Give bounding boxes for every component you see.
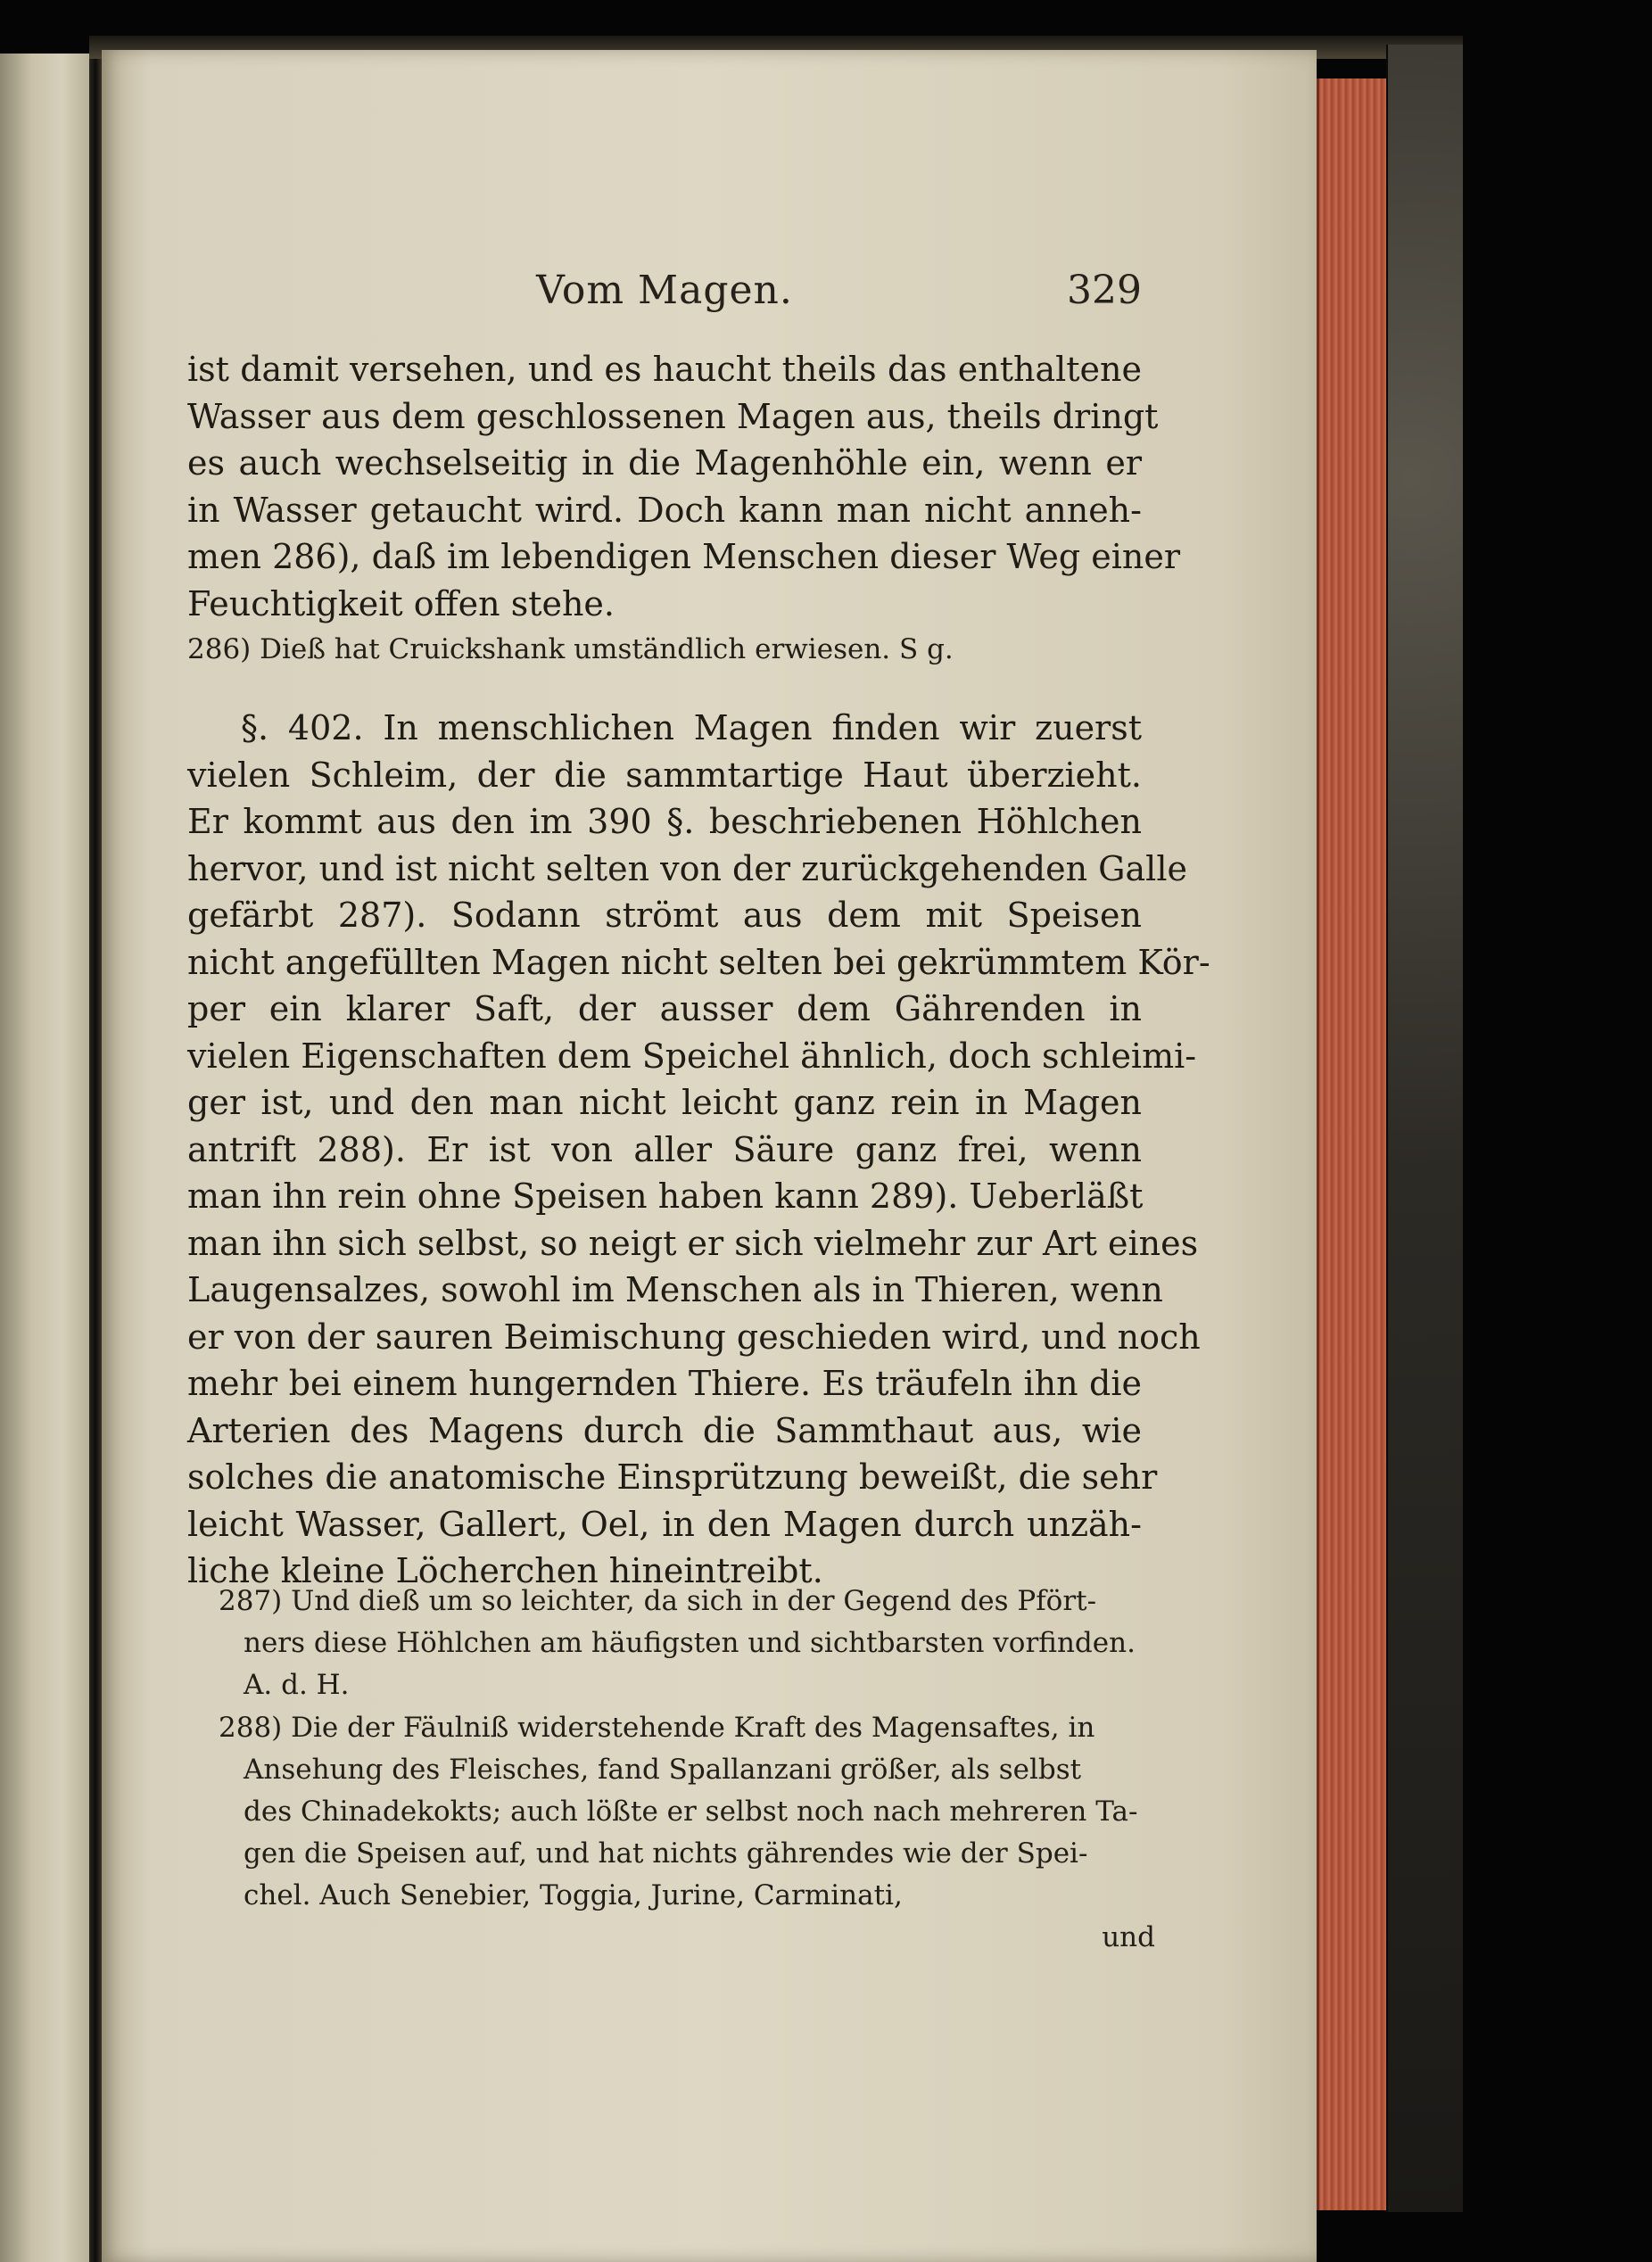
text-line: Arterien des Magens durch die Sammthaut aus, wie [187,1410,1142,1450]
paragraph-continued [187,346,1181,627]
footnote-line: des Chinadekokts; auch lößte er selbst noch nach mehreren Ta- [244,1796,1138,1828]
footnote-line: 287) Und dieß um so leichter, da sich in der Gegend des Pfört- [219,1585,1097,1617]
book-cover-board [1386,45,1463,2212]
footnote-line: ners diese Höhlchen am häufigsten und sichtbarsten vorfinden. [244,1627,1136,1659]
paragraph-section-402 [187,705,1210,1595]
text-line: ger ist, und den man nicht leicht ganz rein in Magen [187,1083,1142,1122]
text-line: mehr bei einem hungernden Thiere. Es träufeln ihn die [187,1364,1142,1403]
text-line: leicht Wasser, Gallert, Oel, in den Magen durch unzäh- [187,1504,1142,1544]
text-line: Feuchtigkeit offen stehe. [187,583,615,623]
footnote-line: A. d. H. [244,1669,350,1701]
text-line: per ein klarer Saft, der ausser dem Gährenden in [187,989,1142,1028]
footnote-287 [219,1581,1155,1706]
text-line: es auch wechselseitig in die Magenhöhle ein, wenn er [187,443,1142,483]
text-line: nicht angefüllten Magen nicht selten bei gekrümmtem Kör- [187,942,1210,982]
footnote-line: chel. Auch Senebier, Toggia, Jurine, Carminati, [244,1879,903,1911]
text-line: gefärbt 287). Sodann strömt aus dem mit Speisen [187,896,1142,935]
book-gutter [89,36,102,2262]
text-line: men 286), daß im lebendigen Menschen dieser Weg einer [187,537,1181,576]
page-header [187,268,1142,330]
footnote-line: 288) Die der Fäulniß widerstehende Kraft des Magensaftes, in [219,1712,1095,1744]
text-line: man ihn rein ohne Speisen haben kann 289). Ueberläßt [187,1176,1144,1216]
text-line: vielen Schleim, der die sammtartige Haut überzieht. [187,755,1142,795]
text-line: Er kommt aus den im 390 §. beschriebenen Höhlchen [187,802,1142,841]
text-line: vielen Eigenschaften dem Speichel ähnlich, doch schleimi- [187,1036,1197,1076]
text-line: hervor, und ist nicht selten von der zurückgehenden Galle [187,848,1187,888]
text-line: liche kleine Löcherchen hineintreibt. [187,1551,823,1590]
catchword: und [1102,1921,1155,1953]
footnote-286 [187,629,1124,671]
footnote-line: Ansehung des Fleisches, fand Spallanzani größer, als selbst [244,1754,1082,1786]
text-line: er von der sauren Beimischung geschieden wird, und noch [187,1317,1201,1357]
left-page-edge [0,54,89,2262]
text-line: Laugensalzes, sowohl im Menschen als in Thieren, wenn [187,1270,1163,1309]
text-line: Wasser aus dem geschlossenen Magen aus, theils dringt [187,396,1159,436]
red-page-edges [1317,78,1389,2210]
text-line: ist damit versehen, und es haucht theils das enthaltene [187,350,1142,389]
text-line: in Wasser getaucht wird. Doch kann man nicht anneh- [187,490,1142,530]
text-line: antrift 288). Er ist von aller Säure ganz frei, wenn [187,1129,1142,1169]
text-line: man ihn sich selbst, so neigt er sich vielmehr zur Art eines [187,1223,1199,1263]
running-title: Vom Magen. [536,268,793,313]
footnote-line: 286) Dieß hat Cruickshank umständlich erwiesen. S g. [187,633,954,665]
text-line: solches die anatomische Einsprützung beweißt, die sehr [187,1457,1158,1497]
footnote-288 [219,1707,1155,1959]
footnote-line: gen die Speisen auf, und hat nichts gährendes wie der Spei- [244,1837,1088,1870]
page-number: 329 [1067,268,1142,313]
text-line: §. 402. In menschlichen Magen finden wir zuerst [241,708,1142,747]
